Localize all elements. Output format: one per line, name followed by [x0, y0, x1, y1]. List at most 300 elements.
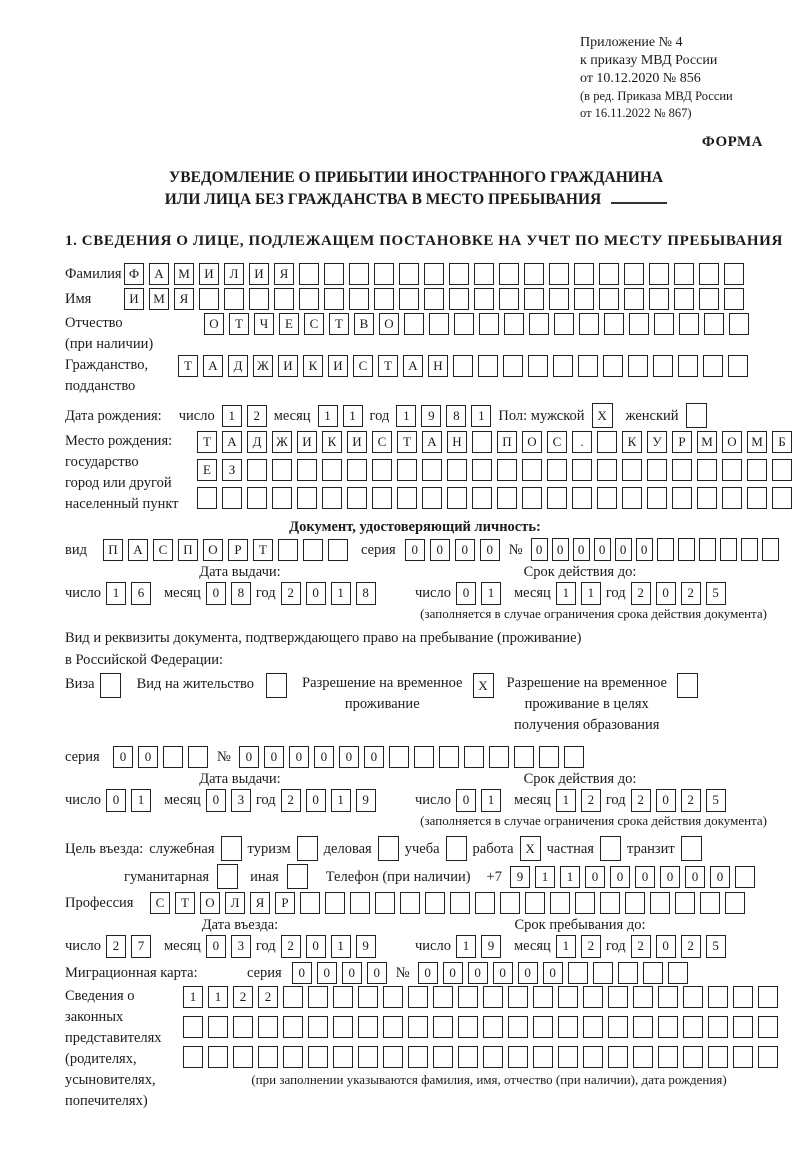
residence-number-cell[interactable] — [564, 746, 584, 768]
doc-kind-cell[interactable]: Р — [228, 539, 248, 561]
expiry-day-cells[interactable] — [456, 582, 501, 605]
legal-reps-cell[interactable] — [708, 1016, 728, 1038]
profession-cells[interactable] — [150, 892, 745, 914]
birth-place-cell[interactable] — [622, 487, 642, 509]
surname-cell[interactable]: Л — [224, 263, 244, 285]
temp-permit-checkbox-cell[interactable]: X — [473, 673, 494, 698]
residence-number-cell[interactable] — [414, 746, 434, 768]
birth-place-cell[interactable] — [372, 487, 392, 509]
doc-number-cell[interactable] — [699, 538, 716, 561]
birth-place-cell[interactable] — [422, 459, 442, 481]
given-name-cell[interactable] — [374, 288, 394, 310]
legal-reps-cell[interactable] — [433, 1016, 453, 1038]
legal-reps-cell[interactable] — [583, 1016, 603, 1038]
birth-place-cell[interactable] — [572, 459, 592, 481]
residence-expiry-year-cells[interactable] — [631, 789, 726, 812]
doc-number-cell[interactable] — [657, 538, 674, 561]
patronymic-cells[interactable] — [204, 313, 749, 335]
given-name-cell[interactable] — [699, 288, 719, 310]
doc-number-cells[interactable] — [531, 538, 779, 561]
patronymic-cell[interactable] — [479, 313, 499, 335]
legal-reps-cell[interactable]: 2 — [233, 986, 253, 1008]
birth-month-cell[interactable]: 1 — [318, 405, 338, 427]
profession-cell[interactable] — [300, 892, 320, 914]
birth-place-cell[interactable]: Т — [397, 431, 417, 453]
birth-place-cell[interactable]: С — [547, 431, 567, 453]
surname-cell[interactable] — [474, 263, 494, 285]
entry-month-cells[interactable] — [206, 935, 251, 958]
residence-number-cells[interactable] — [239, 746, 584, 768]
stay-year-cells[interactable] — [631, 935, 726, 958]
doc-series-cell[interactable]: 0 — [405, 539, 425, 561]
legal-reps-cell[interactable] — [433, 986, 453, 1008]
given-name-cell[interactable] — [249, 288, 269, 310]
legal-reps-cell[interactable] — [608, 986, 628, 1008]
birth-place-cell[interactable] — [622, 459, 642, 481]
residence-expiry-month-cell[interactable]: 1 — [556, 789, 576, 812]
birth-place-cell[interactable] — [272, 459, 292, 481]
birth-place-cell[interactable] — [772, 487, 792, 509]
doc-number-cell[interactable]: 0 — [636, 538, 653, 561]
surname-cell[interactable]: А — [149, 263, 169, 285]
given-name-cell[interactable] — [549, 288, 569, 310]
legal-reps-cell[interactable] — [558, 1046, 578, 1068]
birth-place-cell[interactable]: Р — [672, 431, 692, 453]
birth-place-cell[interactable]: Т — [197, 431, 217, 453]
legal-reps-cell[interactable] — [533, 1016, 553, 1038]
citizenship-cell[interactable] — [678, 355, 698, 377]
surname-cell[interactable] — [524, 263, 544, 285]
doc-series-cell[interactable]: 0 — [480, 539, 500, 561]
doc-kind-cell[interactable] — [303, 539, 323, 561]
doc-kind-cell[interactable]: П — [103, 539, 123, 561]
residence-number-cell[interactable]: 0 — [289, 746, 309, 768]
surname-cell[interactable] — [624, 263, 644, 285]
residence-series-cell[interactable] — [163, 746, 183, 768]
phone-cell[interactable]: 0 — [585, 866, 605, 888]
legal-reps-cell[interactable] — [308, 986, 328, 1008]
profession-cell[interactable] — [500, 892, 520, 914]
stay-day-cells[interactable] — [456, 935, 501, 958]
patronymic-cell[interactable]: О — [379, 313, 399, 335]
birth-year-cell[interactable]: 1 — [396, 405, 416, 427]
given-name-cell[interactable]: М — [149, 288, 169, 310]
birth-place-cell[interactable]: К — [622, 431, 642, 453]
humanitarian-checkbox[interactable] — [217, 864, 238, 889]
phone-cell[interactable]: 1 — [535, 866, 555, 888]
entry-day-cells[interactable] — [106, 935, 151, 958]
tourism-checkbox[interactable] — [297, 836, 318, 861]
birth-place-cell[interactable]: И — [297, 431, 317, 453]
migration-number-cell[interactable] — [618, 962, 638, 984]
patronymic-cell[interactable]: Ч — [254, 313, 274, 335]
birth-place-cell[interactable] — [547, 487, 567, 509]
legal-reps-cell[interactable] — [683, 1046, 703, 1068]
given-name-cell[interactable]: Я — [174, 288, 194, 310]
given-name-cell[interactable] — [274, 288, 294, 310]
surname-cell[interactable]: Я — [274, 263, 294, 285]
phone-cell[interactable]: 0 — [710, 866, 730, 888]
birth-place-cell[interactable] — [597, 459, 617, 481]
residence-number-cell[interactable]: 0 — [239, 746, 259, 768]
patronymic-cell[interactable]: Е — [279, 313, 299, 335]
legal-reps-cell[interactable] — [583, 986, 603, 1008]
doc-number-cell[interactable]: 0 — [573, 538, 590, 561]
given-name-cell[interactable] — [724, 288, 744, 310]
legal-reps-cell[interactable] — [558, 1016, 578, 1038]
issue-month-cell[interactable]: 8 — [231, 582, 251, 605]
birth-place-cell[interactable]: Е — [197, 459, 217, 481]
birth-place-cell[interactable]: А — [422, 431, 442, 453]
birth-place-row1[interactable] — [197, 431, 792, 453]
doc-series-cell[interactable]: 0 — [455, 539, 475, 561]
birth-place-cell[interactable]: И — [347, 431, 367, 453]
legal-reps-cell[interactable] — [258, 1016, 278, 1038]
legal-reps-cell[interactable] — [658, 1046, 678, 1068]
surname-cell[interactable] — [299, 263, 319, 285]
patronymic-cell[interactable] — [554, 313, 574, 335]
legal-reps-cell[interactable] — [558, 986, 578, 1008]
profession-cell[interactable] — [575, 892, 595, 914]
doc-kind-cell[interactable]: Т — [253, 539, 273, 561]
profession-cell[interactable]: О — [200, 892, 220, 914]
patronymic-cell[interactable] — [579, 313, 599, 335]
surname-cell[interactable] — [599, 263, 619, 285]
residence-number-cell[interactable] — [439, 746, 459, 768]
residence-expiry-year-cell[interactable]: 0 — [656, 789, 676, 812]
legal-reps-cell[interactable] — [458, 1016, 478, 1038]
migration-number-cell[interactable]: 0 — [443, 962, 463, 984]
surname-cell[interactable] — [499, 263, 519, 285]
birth-place-cell[interactable]: З — [222, 459, 242, 481]
birth-place-cell[interactable] — [347, 459, 367, 481]
legal-reps-cell[interactable] — [258, 1046, 278, 1068]
birth-place-cell[interactable] — [247, 459, 267, 481]
stay-year-cell[interactable]: 5 — [706, 935, 726, 958]
surname-cell[interactable] — [574, 263, 594, 285]
citizenship-cell[interactable]: Н — [428, 355, 448, 377]
expiry-year-cell[interactable]: 2 — [631, 582, 651, 605]
surname-cell[interactable]: И — [249, 263, 269, 285]
citizenship-cell[interactable] — [603, 355, 623, 377]
legal-reps-cell[interactable] — [358, 986, 378, 1008]
entry-year-cell[interactable]: 2 — [281, 935, 301, 958]
patronymic-cell[interactable]: С — [304, 313, 324, 335]
migration-number-cell[interactable]: 0 — [468, 962, 488, 984]
migration-series-cell[interactable]: 0 — [367, 962, 387, 984]
citizenship-cell[interactable] — [528, 355, 548, 377]
issue-month-cells[interactable] — [206, 582, 251, 605]
birth-place-cell[interactable] — [272, 487, 292, 509]
birth-place-cell[interactable] — [697, 487, 717, 509]
surname-cell[interactable] — [324, 263, 344, 285]
study-checkbox-cell[interactable] — [446, 836, 467, 861]
doc-kind-cell[interactable]: А — [128, 539, 148, 561]
legal-reps-cell[interactable] — [333, 1016, 353, 1038]
expiry-year-cell[interactable]: 5 — [706, 582, 726, 605]
doc-number-cell[interactable] — [741, 538, 758, 561]
doc-kind-cell[interactable]: С — [153, 539, 173, 561]
visa-checkbox-cell[interactable] — [100, 673, 121, 698]
legal-reps-cell[interactable] — [733, 1046, 753, 1068]
legal-reps-cell[interactable] — [658, 1016, 678, 1038]
citizenship-cell[interactable]: С — [353, 355, 373, 377]
residence-number-cell[interactable] — [489, 746, 509, 768]
legal-reps-cell[interactable] — [358, 1016, 378, 1038]
legal-reps-cell[interactable]: 1 — [183, 986, 203, 1008]
migration-number-cell[interactable] — [593, 962, 613, 984]
birth-place-cell[interactable] — [497, 459, 517, 481]
patronymic-cell[interactable] — [404, 313, 424, 335]
issue-month-cell[interactable]: 0 — [206, 582, 226, 605]
birth-place-cell[interactable] — [747, 459, 767, 481]
citizenship-cell[interactable]: К — [303, 355, 323, 377]
entry-day-cell[interactable]: 7 — [131, 935, 151, 958]
residence-series-cell[interactable]: 0 — [113, 746, 133, 768]
legal-reps-cell[interactable]: 2 — [258, 986, 278, 1008]
birth-place-cell[interactable] — [447, 487, 467, 509]
residence-number-cell[interactable] — [514, 746, 534, 768]
given-name-cell[interactable] — [324, 288, 344, 310]
legal-reps-cell[interactable] — [208, 1016, 228, 1038]
birth-day-cell[interactable]: 1 — [222, 405, 242, 427]
birth-place-cell[interactable] — [672, 459, 692, 481]
birth-place-cell[interactable] — [447, 459, 467, 481]
birth-place-cell[interactable] — [397, 487, 417, 509]
transit-checkbox-cell[interactable] — [681, 836, 702, 861]
expiry-day-cell[interactable]: 1 — [481, 582, 501, 605]
residence-issue-year-cell[interactable]: 0 — [306, 789, 326, 812]
profession-cell[interactable]: Т — [175, 892, 195, 914]
residence-number-cell[interactable]: 0 — [339, 746, 359, 768]
issue-day-cell[interactable]: 6 — [131, 582, 151, 605]
given-name-cell[interactable] — [524, 288, 544, 310]
residence-issue-year-cell[interactable]: 1 — [331, 789, 351, 812]
surname-cells[interactable] — [124, 263, 744, 285]
patronymic-cell[interactable]: Т — [229, 313, 249, 335]
legal-reps-row3[interactable] — [183, 1046, 795, 1068]
profession-cell[interactable] — [475, 892, 495, 914]
birth-place-cell[interactable] — [697, 459, 717, 481]
birth-day-cells[interactable] — [222, 405, 267, 427]
stay-month-cell[interactable]: 2 — [581, 935, 601, 958]
profession-cell[interactable] — [675, 892, 695, 914]
birth-place-cell[interactable] — [547, 459, 567, 481]
legal-reps-cell[interactable] — [608, 1046, 628, 1068]
phone-cell[interactable]: 0 — [610, 866, 630, 888]
work-checkbox-cell[interactable]: X — [520, 836, 541, 861]
phone-cell[interactable]: 9 — [510, 866, 530, 888]
legal-reps-cell[interactable]: 1 — [208, 986, 228, 1008]
expiry-month-cell[interactable]: 1 — [581, 582, 601, 605]
legal-reps-cell[interactable] — [308, 1046, 328, 1068]
birth-place-cell[interactable] — [672, 487, 692, 509]
legal-reps-cell[interactable] — [358, 1046, 378, 1068]
legal-reps-cell[interactable] — [658, 986, 678, 1008]
issue-day-cell[interactable]: 1 — [106, 582, 126, 605]
birth-place-cell[interactable] — [247, 487, 267, 509]
surname-cell[interactable]: И — [199, 263, 219, 285]
female-checkbox[interactable] — [686, 403, 707, 428]
birth-place-cell[interactable]: К — [322, 431, 342, 453]
given-name-cell[interactable] — [299, 288, 319, 310]
stay-month-cell[interactable]: 1 — [556, 935, 576, 958]
entry-month-cell[interactable]: 3 — [231, 935, 251, 958]
phone-cell[interactable]: 0 — [685, 866, 705, 888]
doc-series-cell[interactable]: 0 — [430, 539, 450, 561]
profession-cell[interactable] — [425, 892, 445, 914]
given-name-cell[interactable] — [199, 288, 219, 310]
birth-place-cell[interactable] — [322, 487, 342, 509]
legal-reps-cell[interactable] — [283, 1046, 303, 1068]
birth-place-cell[interactable] — [647, 487, 667, 509]
residence-issue-month-cells[interactable] — [206, 789, 251, 812]
legal-reps-cell[interactable] — [508, 1046, 528, 1068]
profession-cell[interactable] — [625, 892, 645, 914]
phone-cells[interactable] — [510, 866, 755, 888]
legal-reps-cell[interactable] — [283, 986, 303, 1008]
issue-day-cells[interactable] — [106, 582, 151, 605]
doc-number-cell[interactable]: 0 — [615, 538, 632, 561]
residence-number-cell[interactable] — [389, 746, 409, 768]
birth-place-cell[interactable]: У — [647, 431, 667, 453]
residence-expiry-year-cell[interactable]: 2 — [631, 789, 651, 812]
official-checkbox[interactable] — [221, 836, 242, 861]
birth-place-row3[interactable] — [197, 487, 792, 509]
legal-reps-cell[interactable] — [183, 1046, 203, 1068]
birth-place-cell[interactable]: А — [222, 431, 242, 453]
birth-year-cell[interactable]: 8 — [446, 405, 466, 427]
issue-year-cells[interactable] — [281, 582, 376, 605]
birth-place-cell[interactable] — [297, 487, 317, 509]
surname-cell[interactable] — [724, 263, 744, 285]
surname-cell[interactable] — [399, 263, 419, 285]
given-name-cell[interactable] — [574, 288, 594, 310]
residence-expiry-day-cell[interactable]: 0 — [456, 789, 476, 812]
other-checkbox-cell[interactable] — [287, 864, 308, 889]
birth-place-cell[interactable]: П — [497, 431, 517, 453]
phone-cell[interactable]: 0 — [635, 866, 655, 888]
legal-reps-cell[interactable] — [308, 1016, 328, 1038]
legal-reps-cell[interactable] — [383, 1016, 403, 1038]
profession-cell[interactable] — [700, 892, 720, 914]
residence-issue-year-cell[interactable]: 2 — [281, 789, 301, 812]
legal-reps-cell[interactable] — [433, 1046, 453, 1068]
birth-place-cell[interactable] — [597, 487, 617, 509]
patronymic-cell[interactable] — [654, 313, 674, 335]
legal-reps-row2[interactable] — [183, 1016, 795, 1038]
issue-year-cell[interactable]: 2 — [281, 582, 301, 605]
given-name-cell[interactable] — [424, 288, 444, 310]
residence-permit-checkbox[interactable] — [266, 673, 287, 698]
official-checkbox-cell[interactable] — [221, 836, 242, 861]
citizenship-cell[interactable] — [728, 355, 748, 377]
citizenship-cell[interactable] — [578, 355, 598, 377]
birth-place-cell[interactable] — [197, 487, 217, 509]
legal-reps-cell[interactable] — [333, 1046, 353, 1068]
birth-place-cell[interactable] — [597, 431, 617, 453]
citizenship-cell[interactable] — [503, 355, 523, 377]
doc-number-cell[interactable]: 0 — [552, 538, 569, 561]
doc-kind-cell[interactable]: П — [178, 539, 198, 561]
citizenship-cell[interactable]: И — [278, 355, 298, 377]
birth-place-cell[interactable] — [422, 487, 442, 509]
stay-month-cells[interactable] — [556, 935, 601, 958]
migration-series-cells[interactable] — [292, 962, 387, 984]
entry-year-cell[interactable]: 0 — [306, 935, 326, 958]
legal-reps-cell[interactable] — [508, 1016, 528, 1038]
citizenship-cell[interactable] — [653, 355, 673, 377]
tourism-checkbox-cell[interactable] — [297, 836, 318, 861]
residence-series-cells[interactable] — [113, 746, 208, 768]
birth-year-cell[interactable]: 1 — [471, 405, 491, 427]
patronymic-cell[interactable] — [729, 313, 749, 335]
residence-expiry-month-cells[interactable] — [556, 789, 601, 812]
residence-expiry-year-cell[interactable]: 2 — [681, 789, 701, 812]
business-checkbox-cell[interactable] — [378, 836, 399, 861]
legal-reps-cell[interactable] — [733, 1016, 753, 1038]
entry-year-cell[interactable]: 9 — [356, 935, 376, 958]
birth-place-cell[interactable] — [722, 459, 742, 481]
expiry-month-cell[interactable]: 1 — [556, 582, 576, 605]
expiry-year-cell[interactable]: 2 — [681, 582, 701, 605]
residence-number-cell[interactable] — [464, 746, 484, 768]
birth-place-cell[interactable] — [722, 487, 742, 509]
residence-expiry-day-cell[interactable]: 1 — [481, 789, 501, 812]
given-name-cell[interactable] — [474, 288, 494, 310]
profession-cell[interactable] — [550, 892, 570, 914]
citizenship-cell[interactable]: А — [203, 355, 223, 377]
surname-cell[interactable] — [649, 263, 669, 285]
surname-cell[interactable] — [424, 263, 444, 285]
study-checkbox[interactable] — [446, 836, 467, 861]
residence-permit-checkbox-cell[interactable] — [266, 673, 287, 698]
migration-number-cell[interactable] — [668, 962, 688, 984]
residence-issue-day-cell[interactable]: 0 — [106, 789, 126, 812]
stay-year-cell[interactable]: 0 — [656, 935, 676, 958]
legal-reps-cell[interactable] — [733, 986, 753, 1008]
profession-cell[interactable] — [725, 892, 745, 914]
legal-reps-row1[interactable] — [183, 986, 795, 1008]
surname-cell[interactable] — [674, 263, 694, 285]
birth-place-cell[interactable] — [572, 487, 592, 509]
doc-number-cell[interactable]: 0 — [594, 538, 611, 561]
legal-reps-cell[interactable] — [483, 1046, 503, 1068]
legal-reps-cell[interactable] — [233, 1046, 253, 1068]
profession-cell[interactable]: Р — [275, 892, 295, 914]
surname-cell[interactable] — [374, 263, 394, 285]
patronymic-cell[interactable] — [679, 313, 699, 335]
doc-series-cells[interactable] — [405, 539, 500, 561]
doc-kind-cell[interactable]: О — [203, 539, 223, 561]
residence-number-cell[interactable]: 0 — [364, 746, 384, 768]
birth-place-cell[interactable] — [397, 459, 417, 481]
expiry-year-cell[interactable]: 0 — [656, 582, 676, 605]
given-name-cell[interactable] — [399, 288, 419, 310]
legal-reps-cell[interactable] — [758, 1046, 778, 1068]
male-checkbox-cell[interactable]: X — [592, 403, 613, 428]
birth-place-cell[interactable]: О — [722, 431, 742, 453]
expiry-year-cells[interactable] — [631, 582, 726, 605]
legal-reps-cell[interactable] — [408, 1046, 428, 1068]
migration-series-cell[interactable]: 0 — [292, 962, 312, 984]
legal-reps-cell[interactable] — [683, 1016, 703, 1038]
birth-place-cell[interactable] — [747, 487, 767, 509]
migration-number-cell[interactable] — [643, 962, 663, 984]
phone-cell[interactable] — [735, 866, 755, 888]
legal-reps-cell[interactable] — [408, 986, 428, 1008]
legal-reps-cell[interactable] — [483, 986, 503, 1008]
